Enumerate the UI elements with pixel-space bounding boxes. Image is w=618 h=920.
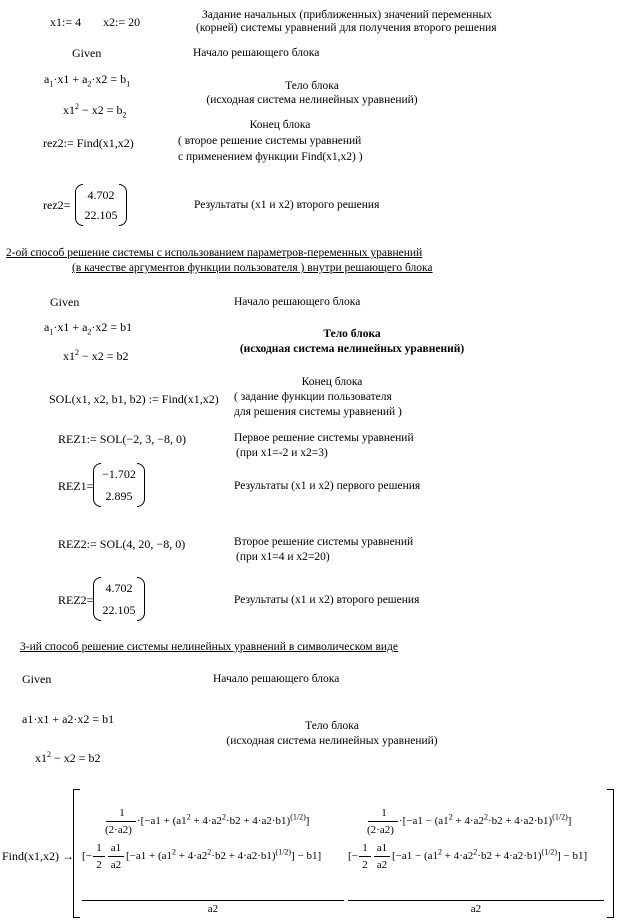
- expression-row-2-col-1-tail: $[-a1 + (a1^2 + 4\cdot a2^2\cdot b2 + 4\cdot a2\cdot b1)^{(1/2)}] - b1$]: [126, 847, 322, 862]
- equation-1[interactable]: $a_1\cdot x1 + a_2\cdot x2 = b_1$: [44, 72, 131, 89]
- expression-row-1-col-1: $\cdot[-a1 + (a1^2 + 4\cdot a2^2\cdot b2 + 4\cdot a2\cdot b1)^{(1/2)}]$: [137, 812, 310, 827]
- given-comment: Начало решающего блока: [193, 47, 320, 59]
- a1-numerator: a1: [376, 842, 388, 854]
- fraction-bar: [106, 821, 136, 822]
- rez1-value-x1: −1.702: [102, 467, 136, 481]
- main-denominator: a2: [207, 903, 219, 915]
- expression-row-2-col-2: [−: [348, 850, 358, 862]
- equation-1[interactable]: a1·x1 + a2·x2 = b1: [22, 712, 115, 726]
- matrix-left-bracket: [73, 789, 80, 918]
- fraction-bar: [374, 856, 390, 857]
- half-numerator: 1: [362, 842, 368, 854]
- rez1-definition[interactable]: REZ1:= SOL(−2, 3, −8, 0): [58, 432, 186, 446]
- rez2-definition[interactable]: REZ2:= SOL(4, 20, −8, 0): [58, 537, 186, 551]
- end-comment-1: Конец блока: [301, 376, 363, 388]
- a1-numerator: a1: [110, 842, 122, 854]
- rez2-comment-1: Второе решение системы уравнений: [234, 536, 414, 548]
- fraction-bar: [359, 856, 371, 857]
- expression-row-1-col-2: $\cdot[-a1 - (a1^2 + 4\cdot a2^2\cdot b2 + 4\cdot a2\cdot b1)^{(1/2)}]$: [399, 812, 572, 827]
- equation-2[interactable]: $x1^2 - x2 = b_2$: [63, 102, 127, 120]
- rez1-matrix: [93, 463, 145, 507]
- fraction-numerator: 1: [119, 807, 125, 819]
- matrix-right-bracket: [607, 789, 614, 918]
- init-comment-1: Задание начальных (приближенных) значений переменных: [202, 9, 492, 21]
- result-label[interactable]: rez2=: [43, 198, 71, 212]
- half-numerator: 1: [96, 842, 102, 854]
- given-comment: Начало решающего блока: [213, 673, 340, 685]
- x2-init[interactable]: x2:= 20: [103, 15, 141, 29]
- rez2-value-x1: 4.702: [105, 581, 133, 595]
- rez2-label[interactable]: REZ2=: [58, 593, 94, 607]
- main-fraction-bar: [82, 900, 344, 901]
- main-denominator: a2: [470, 903, 482, 915]
- end-comment-3: с применением функции Find(x1,x2) ): [178, 151, 363, 163]
- end-comment-3: для решения системы уравнений ): [234, 406, 402, 418]
- expression-row-2-col-2-tail: $[-a1 - (a1^2 + 4\cdot a2^2\cdot b2 + 4\cdot a2\cdot b1)^{(1/2)}] - b1$]: [392, 847, 588, 862]
- half-denominator: 2: [362, 859, 368, 871]
- body-comment-2: (исходная система нелинейных уравнений): [206, 94, 418, 106]
- rez2-matrix: [93, 577, 145, 621]
- end-comment-2: ( задание функции пользователя: [234, 391, 392, 403]
- fraction-denominator: (2·a2): [367, 824, 394, 836]
- equation-2[interactable]: $x1^2 - x2 = b2$: [35, 750, 101, 765]
- rez2-result-comment: Результаты (x1 и x2) второго решения: [234, 594, 420, 606]
- half-denominator: 2: [96, 859, 102, 871]
- result-comment: Результаты (x1 и x2) второго решения: [194, 199, 380, 211]
- result-matrix: [75, 184, 127, 226]
- section3-heading: 3-ий способ решение системы нелинейных уравнений в символическом виде: [20, 641, 399, 653]
- given-keyword[interactable]: Given: [72, 46, 102, 60]
- rez1-comment-2: (при x1=-2 и x2=3): [236, 447, 328, 459]
- result-value-x1: 4.702: [87, 188, 115, 202]
- rez1-label[interactable]: REZ1=: [58, 479, 94, 493]
- body-comment-1: Тело блока: [323, 328, 381, 340]
- body-comment-1: Тело блока: [305, 720, 359, 732]
- fraction-bar: [93, 856, 105, 857]
- sol-function-definition[interactable]: SOL(x1, x2, b1, b2) := Find(x1,x2): [49, 392, 219, 406]
- init-comment-2: (корней) системы уравнений для получения второго решения: [196, 22, 497, 34]
- rez2-value-x2: 22.105: [102, 603, 136, 617]
- section2-heading-1: 2-ой способ решение системы с использованием параметров-переменных уравнений: [6, 247, 423, 259]
- fraction-denominator: (2·a2): [105, 824, 132, 836]
- section2-heading-2: (в качестве аргументов функции пользователя ) внутри решающего блока: [72, 262, 433, 274]
- given-keyword[interactable]: Given: [22, 672, 52, 686]
- body-comment-2: (исходная система нелинейных уравнений): [226, 735, 438, 747]
- rez2-comment-2: (при x1=4 и x2=20): [236, 551, 330, 563]
- equation-1[interactable]: $a_1\cdot x1 + a_2\cdot x2 = b1$: [44, 320, 133, 337]
- a2-denominator: a2: [110, 859, 122, 871]
- end-comment-1: Конец блока: [249, 119, 311, 131]
- main-fraction-bar: [348, 900, 604, 901]
- body-comment-2: (исходная система нелинейных уравнений): [239, 343, 465, 355]
- expression-row-2-col-1: [−: [82, 850, 92, 862]
- given-keyword[interactable]: Given: [50, 295, 80, 309]
- given-comment: Начало решающего блока: [234, 296, 361, 308]
- x1-init[interactable]: x1:= 4: [50, 15, 82, 29]
- result-value-x2: 22.105: [84, 208, 118, 222]
- fraction-bar: [368, 821, 398, 822]
- body-comment-1: Тело блока: [285, 80, 339, 92]
- equation-2[interactable]: $x1^2 - x2 = b2$: [63, 348, 129, 363]
- rez1-result-comment: Результаты (x1 и x2) первого решения: [234, 480, 421, 492]
- rez1-comment-1: Первое решение системы уравнений: [234, 432, 414, 444]
- fraction-numerator: 1: [381, 807, 387, 819]
- a2-denominator: a2: [376, 859, 388, 871]
- rez1-value-x2: 2.895: [105, 489, 133, 503]
- end-comment-2: ( второе решение системы уравнений: [178, 135, 362, 147]
- find-expression[interactable]: rez2:= Find(x1,x2): [43, 136, 134, 150]
- fraction-bar: [108, 856, 124, 857]
- symbolic-find-label[interactable]: Find(x1,x2) →: [2, 849, 74, 863]
